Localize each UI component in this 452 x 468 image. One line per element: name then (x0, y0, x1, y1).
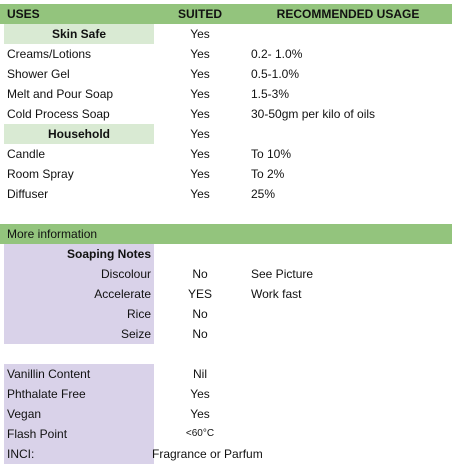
soaping-note-comment: Work fast (251, 287, 302, 301)
soaping-note-label: Discolour (4, 264, 154, 284)
soaping-note-value: YES (187, 287, 212, 301)
skin-safe-section-title: Skin Safe (4, 24, 154, 44)
skin-safe-suited: Yes (190, 27, 210, 41)
property-value: Fragrance or Parfum (152, 447, 263, 461)
table-row (0, 284, 452, 304)
property-label: Vanillin Content (4, 364, 154, 384)
soaping-note-value: No (192, 307, 208, 321)
property-value: <60°C (185, 428, 215, 439)
suited-value: Yes (190, 67, 210, 81)
property-label: Flash Point (4, 424, 154, 444)
use-label: Shower Gel (7, 67, 70, 81)
property-label: Vegan (4, 404, 154, 424)
table-row (0, 144, 452, 164)
header-suited: SUITED (177, 7, 222, 21)
suited-value: Yes (190, 87, 210, 101)
usage-value: 0.2- 1.0% (251, 47, 303, 61)
soaping-note-comment: See Picture (251, 267, 314, 281)
table-row (0, 84, 452, 104)
table-row (0, 444, 452, 464)
soaping-notes-title: Soaping Notes (4, 244, 154, 264)
header-uses: USES (7, 7, 40, 21)
property-value: Yes (190, 407, 210, 421)
table-row (0, 104, 452, 124)
suited-value: Yes (190, 147, 210, 161)
table-row (0, 384, 452, 404)
suited-value: Yes (190, 107, 210, 121)
use-label: Melt and Pour Soap (7, 87, 114, 101)
table-row (0, 364, 452, 384)
usage-value: To 2% (251, 167, 285, 181)
table-row (0, 164, 452, 184)
suited-value: Yes (190, 167, 210, 181)
use-label: Diffuser (7, 187, 49, 201)
table-row (0, 44, 452, 64)
table-row (0, 324, 452, 344)
household-suited: Yes (190, 127, 210, 141)
soaping-note-value: No (192, 267, 208, 281)
property-label: INCI: (4, 444, 154, 464)
table-row (0, 264, 452, 284)
use-label: Room Spray (7, 167, 74, 181)
soaping-notes-section-row (0, 244, 452, 264)
soaping-note-label: Accelerate (4, 284, 154, 304)
table-row (0, 184, 452, 204)
property-value: Nil (193, 367, 207, 381)
household-section-title: Household (4, 124, 154, 144)
property-label: Phthalate Free (4, 384, 154, 404)
header-recommended-usage: RECOMMENDED USAGE (276, 7, 420, 21)
table-row (0, 304, 452, 324)
soaping-note-label: Rice (4, 304, 154, 324)
usage-value: To 10% (251, 147, 292, 161)
header-row (0, 4, 452, 24)
more-information-title: More information (7, 227, 98, 241)
household-section-row (0, 124, 452, 144)
use-label: Cold Process Soap (7, 107, 110, 121)
suited-value: Yes (190, 187, 210, 201)
soaping-note-label: Seize (4, 324, 154, 344)
table-row (0, 64, 452, 84)
usage-value: 0.5-1.0% (251, 67, 300, 81)
suited-value: Yes (190, 47, 210, 61)
table-row (0, 424, 452, 444)
soaping-note-value: No (192, 327, 208, 341)
table-row (0, 404, 452, 424)
skin-safe-section-row (0, 24, 452, 44)
property-value: Yes (190, 387, 210, 401)
use-label: Creams/Lotions (7, 47, 92, 61)
usage-value: 1.5-3% (251, 87, 290, 101)
more-information-row (0, 224, 452, 244)
usage-value: 30-50gm per kilo of oils (251, 107, 376, 121)
use-label: Candle (7, 147, 46, 161)
usage-value: 25% (251, 187, 276, 201)
